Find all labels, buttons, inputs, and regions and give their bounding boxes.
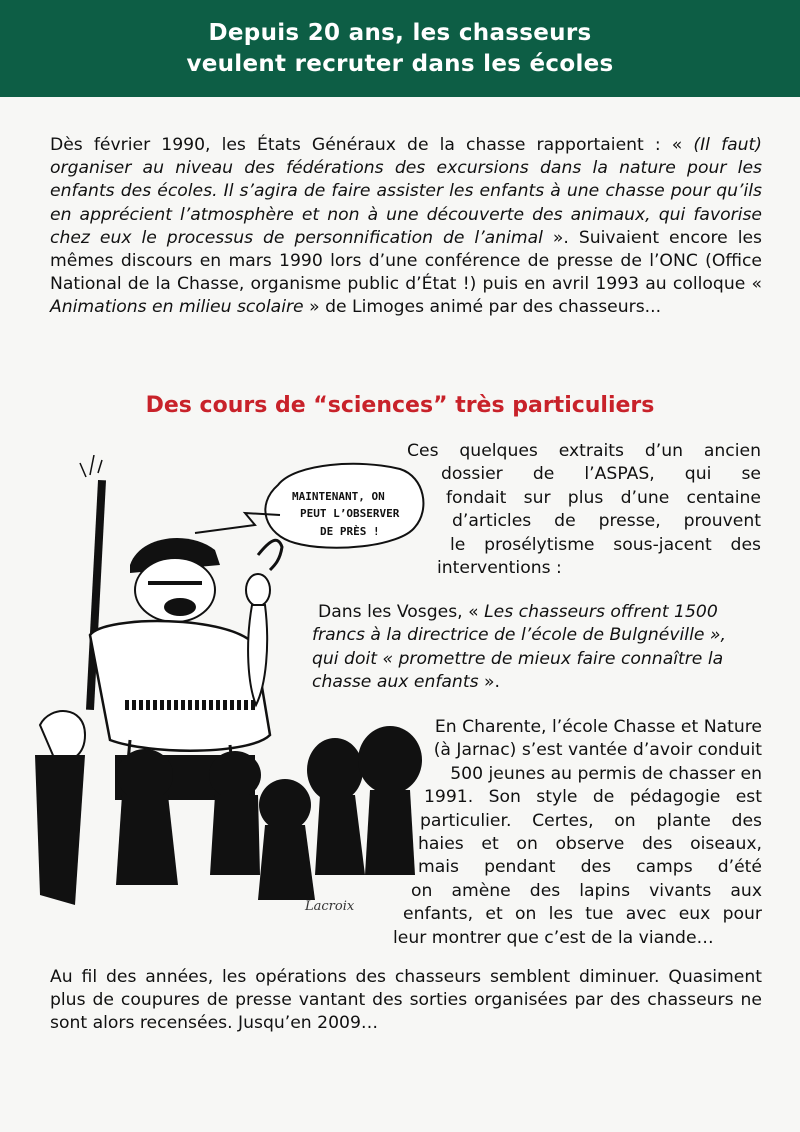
para2-line1-quote: Les chasseurs offrent 1500 <box>484 602 718 622</box>
para3-line8: on amène des lapins vivants aux <box>411 880 762 901</box>
intro-text <box>50 134 762 320</box>
intro-text-start: Dès février 1990, les États Généraux de la chasse rapportaient : « <box>50 135 694 155</box>
para2-line4-end: ». <box>478 672 500 693</box>
header-title-line1: Depuis 20 ans, les chasseurs <box>208 19 592 46</box>
para1-line2: dossier de l’ASPAS, qui se <box>441 464 761 485</box>
bubble-text-line3: DE PRÈS ! <box>320 525 380 538</box>
paragraph-charente <box>390 716 762 950</box>
para2-line3: qui doit « promettre de mieux faire connaître la <box>312 648 724 669</box>
page-header <box>0 0 800 97</box>
intro-quote-c: Animations en milieu scolaire <box>50 297 304 318</box>
section-subtitle: Des cours de “sciences” très particuliers <box>145 393 655 418</box>
para2-line1-start: Dans les Vosges, « <box>318 602 485 622</box>
closing-paragraph: Au fil des années, les opérations des chasseurs semblent diminuer. Quasiment plus de coupures de presse vantant des sorties organisées par des chasseurs ne sont alors recensées. Jusqu’en 2009… <box>50 967 762 1034</box>
intro-text-end: » de Limoges animé par des chasseurs... <box>303 297 662 318</box>
artist-signature: Lacroix <box>305 899 355 914</box>
para3-line9: enfants, et on les tue avec eux pour <box>403 904 762 925</box>
para3-line4: 1991. Son style de pédagogie est <box>424 787 762 808</box>
para3-line2: (à Jarnac) s’est vantée d’avoir conduit <box>433 740 762 761</box>
bubble-text-line2: PEUT L’OBSERVER <box>300 507 400 520</box>
para3-line7: mais pendant des camps d’été <box>418 857 762 878</box>
para2-line4 <box>312 671 762 694</box>
header-title-line2: veulent recruter dans les écoles <box>186 50 614 77</box>
para1-line3: fondait sur plus d’une centaine <box>446 487 761 508</box>
intro-paragraph <box>50 134 762 320</box>
para1-line5: le prosélytisme sous-jacent des <box>450 534 761 555</box>
para1-line4: d’articles de presse, prouvent <box>452 511 761 532</box>
intro-quote-a: (Il faut) <box>693 135 762 155</box>
intro-text-mid: ». Suivaient encore les mêmes discours en mars 1990 lors d’une conférence de presse de l’ONC (Office National de la Chasse, organisme public d’État !) puis en avril 1993 au colloque « <box>50 227 762 295</box>
intro-quote-b: organiser au niveau des fédérations des excursions dans la nature pour les enfants des écoles. Il s’agira de faire assister les enfants à une chasse pour qu’ils en apprécient l’atmosphère et non à une découverte des animaux, qui favorise chez eux le processus de personnification de l’animal <box>50 158 762 248</box>
para3-line5: particulier. Certes, on plante des <box>420 810 762 831</box>
para1-line1: Ces quelques extraits d’un ancien <box>407 441 761 461</box>
rabbit-icon <box>246 540 282 705</box>
paragraph-vosges <box>312 601 762 695</box>
para3-line10: leur montrer que c’est de la viande… <box>393 927 714 948</box>
para3-line3: 500 jeunes au permis de chasser en <box>450 763 762 784</box>
speech-bubble <box>265 464 423 548</box>
bubble-text-line1: MAINTENANT, ON <box>292 490 385 503</box>
para1-line6: interventions : <box>437 558 562 579</box>
para3-line1: En Charente, l’école Chasse et Nature <box>434 717 762 737</box>
para3-line6: haies et on observe des oiseaux, <box>418 834 762 855</box>
para2-line2: francs à la directrice de l’école de Bulgnéville », <box>312 625 726 646</box>
para2-line4-quote: chasse aux enfants <box>312 672 479 693</box>
paragraph-aspas <box>407 440 761 580</box>
para2-line1 <box>318 601 762 624</box>
